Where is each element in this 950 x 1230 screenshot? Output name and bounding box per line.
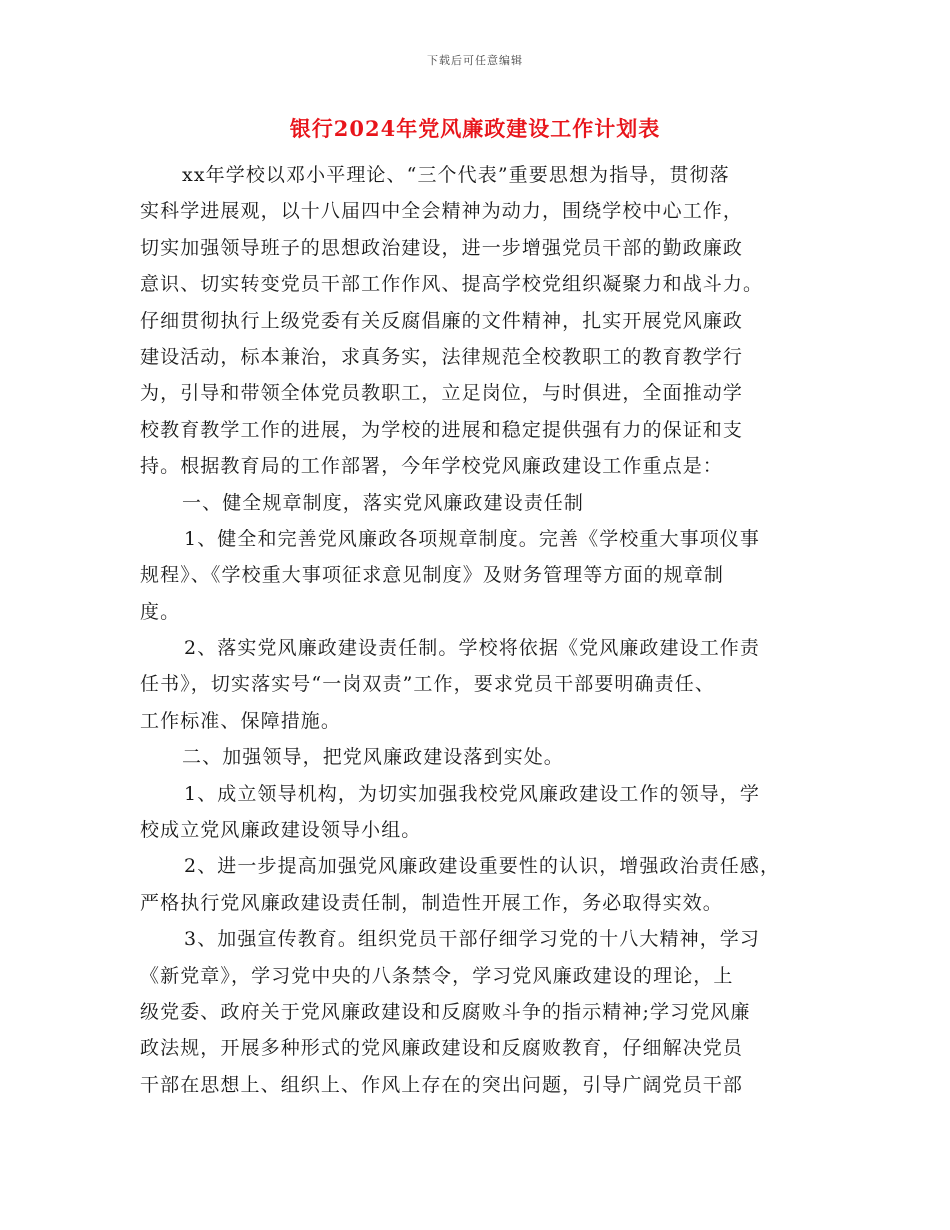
paragraph-line: 级党委、政府关于党风廉政建设和反腐败斗争的指示精神;学习党风廉 bbox=[140, 1000, 751, 1023]
paragraph-line: 度。 bbox=[140, 600, 181, 623]
paragraph-line: 1、成立领导机构，为切实加强我校党风廉政建设工作的领导，学 bbox=[184, 782, 760, 805]
paragraph-line: 3、加强宣传教育。组织党员干部仔细学习党的十八大精神，学习 bbox=[184, 928, 760, 951]
document-body bbox=[140, 157, 830, 1103]
paragraph-line: 规程》、《学校重大事项征求意见制度》及财务管理等方面的规章制 bbox=[140, 564, 725, 587]
paragraph-line: 1、健全和完善党风廉政各项规章制度。完善《学校重大事项仪事 bbox=[184, 527, 760, 550]
paragraph-line: 校教育教学工作的进展，为学校的进展和稳定提供强有力的保证和支 bbox=[140, 418, 744, 441]
paragraph-line: 严格执行党风廉政建设责任制，制造性开展工作，务必取得实效。 bbox=[140, 891, 723, 914]
paragraph-line: 仔细贯彻执行上级党委有关反腐倡廉的文件精神，扎实开展党风廉政 bbox=[140, 309, 744, 332]
document-title: 银行2024年党风廉政建设工作计划表 bbox=[289, 116, 661, 141]
paragraph-line: 《新党章》，学习党中央的八条禁令，学习党风廉政建设的理论，上 bbox=[140, 964, 734, 987]
paragraph-line: xx年学校以邓小平理论、“三个代表”重要思想为指导，贯彻落 bbox=[182, 164, 730, 186]
paragraph-line: 意识、切实转变党员干部工作作风、提高学校党组织凝聚力和战斗力。 bbox=[140, 273, 764, 296]
paragraph-line: 2、落实党风廉政建设责任制。学校将依据《党风廉政建设工作责 bbox=[184, 637, 760, 660]
section-heading: 二、加强领导，把党风廉政建设落到实处。 bbox=[182, 746, 564, 769]
paragraph-line: 为，引导和带领全体党员教职工，立足岗位，与时俱进，全面推动学 bbox=[140, 382, 744, 405]
paragraph-line: 政法规，开展多种形式的党风廉政建设和反腐败教育，仔细解决党员 bbox=[140, 1037, 744, 1060]
paragraph-line: 任书》，切实落实号“一岗双责”工作，要求党员干部要明确责任、 bbox=[140, 673, 715, 696]
header-note: 下载后可任意编辑 bbox=[427, 54, 523, 67]
paragraph-line: 建设活动，标本兼治，求真务实，法律规范全校教职工的教育教学行 bbox=[140, 345, 744, 368]
paragraph-line: 工作标准、保障措施。 bbox=[140, 709, 342, 732]
paragraph-line: 校成立党风廉政建设领导小组。 bbox=[140, 819, 422, 842]
paragraph-line: 持。根据教育局的工作部署，今年学校党风廉政建设工作重点是： bbox=[140, 455, 723, 478]
section-heading: 一、健全规章制度，落实党风廉政建设责任制 bbox=[182, 491, 585, 514]
paragraph-line: 2、进一步提高加强党风廉政建设重要性的认识，增强政治责任感， bbox=[184, 855, 781, 878]
paragraph-line: 干部在思想上、组织上、作风上存在的突出问题，引导广阔党员干部 bbox=[140, 1073, 744, 1096]
paragraph-line: 实科学进展观，以十八届四中全会精神为动力，围绕学校中心工作， bbox=[140, 200, 744, 223]
paragraph-line: 切实加强领导班子的思想政治建设，进一步增强党员干部的勤政廉政 bbox=[140, 236, 744, 259]
